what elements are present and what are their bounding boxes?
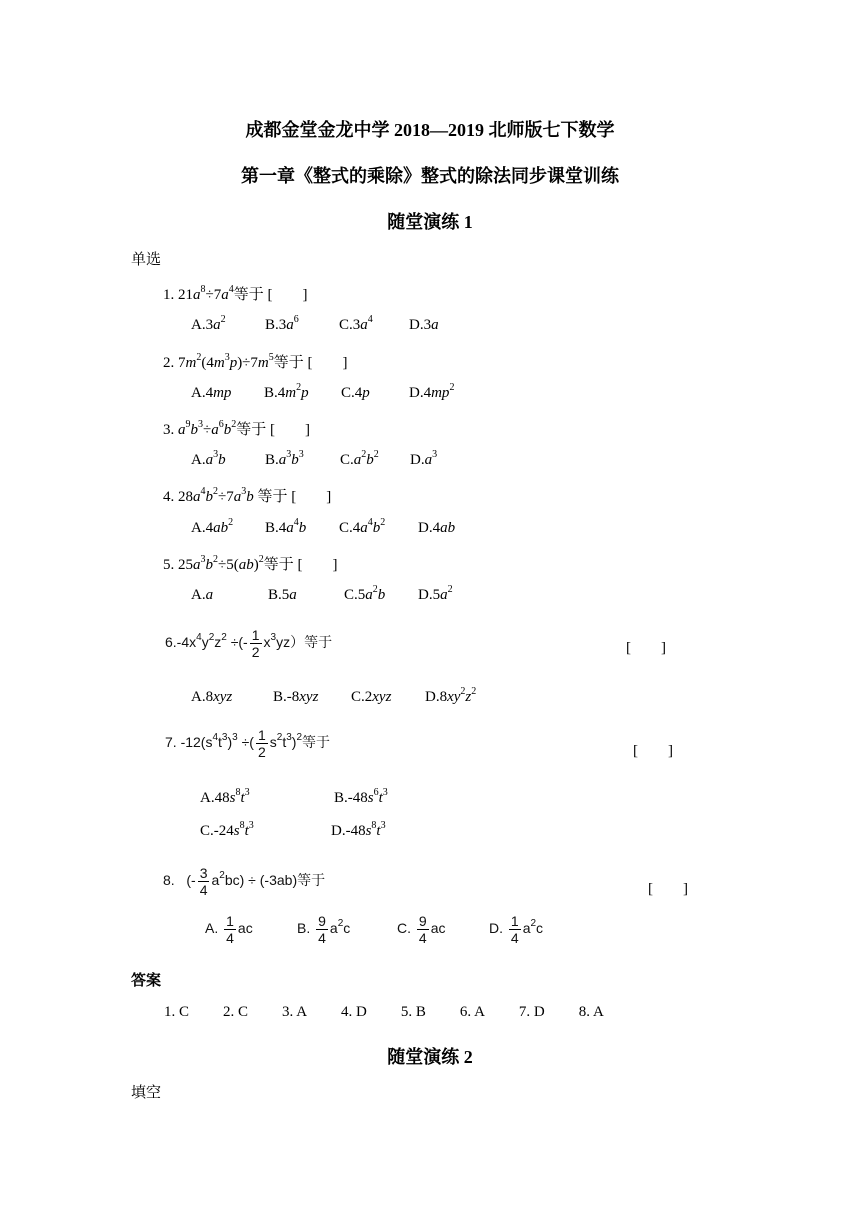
fraction: $\frac{1}{2}$ (251, 627, 260, 660)
answer-bracket: [ ] (270, 422, 310, 438)
question-7: 7. $-12(s^4t^3)^3$ ÷( $\frac{1}{2}$ $s^2t^3)^2$等于 (165, 727, 331, 760)
option-b: $B.a^3b^3$ (265, 449, 304, 468)
option-b: $B.-48s^6t^3$ (334, 787, 388, 806)
answer-item: 8. A (578, 1004, 604, 1020)
question-4: 4. $28a^4b^2\div 7a^3b$ 等于 [ ] (163, 486, 332, 505)
option-b: $B.3a^6$ (265, 314, 299, 333)
option-a: A. $\frac{1}{4}$ ac (205, 913, 253, 946)
question-type-label-2: 填空 (131, 1085, 162, 1101)
option-c: $C.3a^4$ (339, 314, 373, 333)
answer-bracket: [ ] (648, 881, 688, 897)
section-heading-1: 随堂演练 1 (387, 212, 473, 232)
question-6: $6.-4x^4y^2z^2$ ÷(- $\frac{1}{2}$ $x^3yz$）等于 (165, 627, 333, 660)
section-heading-2: 随堂演练 2 (387, 1047, 473, 1067)
fraction: $\frac{3}{4}$ (199, 865, 208, 898)
answer-bracket: [ ] (626, 640, 666, 656)
option-d: $D.8xy^2z^2$ (425, 686, 477, 705)
option-a: A.a (191, 587, 214, 603)
question-8-options (205, 913, 543, 946)
question-5-options (191, 584, 453, 604)
answer-item: 4. D (341, 1004, 367, 1020)
option-c: $C.5a^2b$ (344, 584, 386, 603)
answer-item: 7. D (518, 1004, 545, 1020)
question-1: 1. $21a^8\div 7a^4$等于 [ ] (163, 284, 308, 303)
question-1-options (191, 314, 439, 334)
option-d: D. $\frac{1}{4}$ $a^2c$ (489, 913, 544, 946)
option-a: $A.48s^8t^3$ (200, 787, 250, 806)
answer-bracket: [ ] (267, 287, 308, 303)
answer-bracket: [ ] (297, 557, 338, 573)
option-d: D.3a (409, 317, 439, 333)
answer-bracket: [ ] (633, 743, 673, 759)
option-c: $C.-24s^8t^3$ (200, 820, 254, 839)
answers-label: 答案 (131, 973, 162, 989)
option-a: A.4mp (191, 385, 232, 401)
option-b: $B.4m^2p$ (264, 382, 309, 401)
option-b: B.-8xyz (273, 689, 319, 705)
answer-item: 3. A (282, 1004, 308, 1020)
document-title: 成都金堂金龙中学 2018—2019 北师版七下数学 (245, 120, 615, 140)
answer-item: 6. A (459, 1004, 485, 1020)
answer-item: 1. C (164, 1004, 190, 1020)
option-d: D.4ab (418, 520, 456, 536)
answer-item: 5. B (400, 1004, 426, 1020)
option-c: C.4p (341, 385, 370, 401)
option-d: $D.a^3$ (410, 449, 438, 468)
question-3-options (191, 449, 438, 469)
option-c: $C.a^2b^2$ (340, 449, 379, 468)
question-6-options (191, 686, 477, 706)
option-c: C. $\frac{9}{4}$ ac (397, 913, 446, 946)
option-b: $B.4a^4b$ (265, 517, 307, 536)
answers-list (164, 1004, 638, 1021)
option-a: A.8xyz (191, 689, 233, 705)
option-c: $C.4a^4b^2$ (339, 517, 386, 536)
answer-item: 2. C (223, 1004, 249, 1020)
option-b: B. $\frac{9}{4}$ $a^2c$ (297, 913, 351, 946)
option-a: $A.a^3b$ (191, 449, 226, 468)
option-a: $A.4ab^2$ (191, 517, 234, 536)
fraction: $\frac{1}{2}$ (257, 727, 266, 760)
option-d: $D.-48s^8t^3$ (331, 820, 386, 839)
document-subtitle: 第一章《整式的乘除》整式的除法同步课堂训练 (241, 166, 619, 186)
question-2: 2. $7m^2(4m^3p)\div 7m^5$等于 [ ] (163, 352, 348, 371)
option-a: $A.3a^2$ (191, 314, 226, 333)
option-b: B.5a (268, 587, 297, 603)
question-type-label: 单选 (131, 252, 162, 268)
question-8: 8. (- $\frac{3}{4}$ $a^2bc) \div (-3ab)$等于 (163, 865, 326, 898)
question-4-options (191, 517, 456, 537)
question-3: 3. $a^9b^3\div a^6b^2$等于 [ ] (163, 419, 310, 438)
option-c: C.2xyz (351, 689, 392, 705)
option-d: $D.4mp^2$ (409, 382, 455, 401)
option-d: $D.5a^2$ (418, 584, 453, 603)
question-2-options (191, 382, 455, 402)
answer-bracket: [ ] (291, 489, 332, 505)
question-5: 5. $25a^3b^2\div 5(ab)^2$等于 [ ] (163, 554, 338, 573)
answer-bracket: [ ] (307, 355, 348, 371)
